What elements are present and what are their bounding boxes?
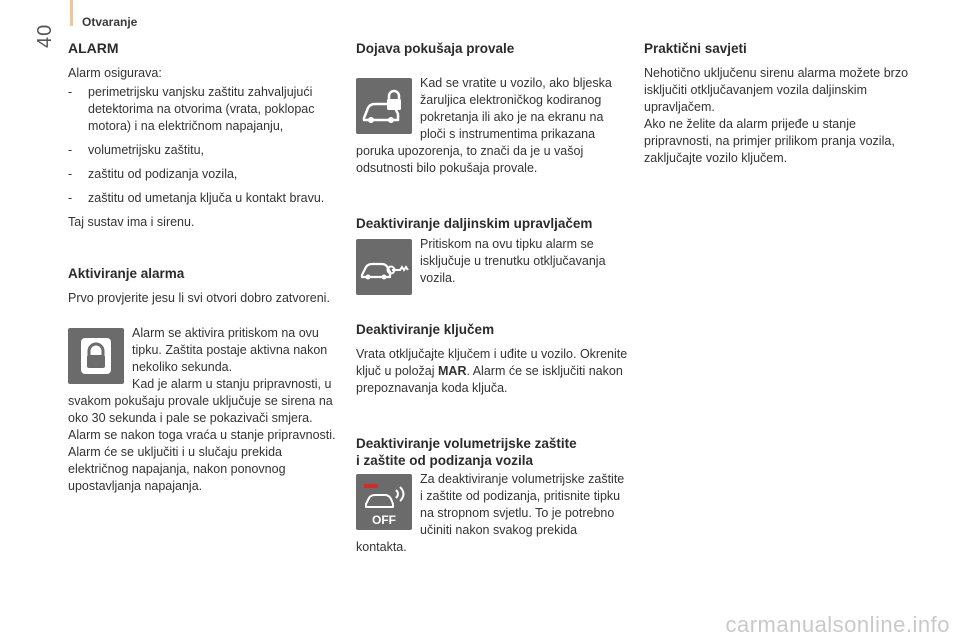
activation-heading: Aktiviranje alarma — [68, 266, 185, 281]
list-item: - zaštitu od podizanja vozila, — [68, 166, 343, 183]
key-heading: Deaktiviranje ključem — [356, 322, 495, 337]
remote-unlock-icon — [356, 239, 412, 295]
key-position-mar: MAR — [438, 364, 467, 378]
activation-text-1: Alarm se aktivira pritiskom na ovu tipku. Zaštita postaje aktivna nakon nekoliko sekunda. — [132, 326, 328, 374]
car-lock-warning-icon — [356, 78, 412, 134]
column-alarm — [68, 40, 343, 495]
alarm-intro: Alarm osigurava: — [68, 66, 162, 80]
intrusion-text: Kad se vratite u vozilo, ako bljeska žaruljica elektroničkog kodiranog pokretanja ili ako je na ekranu na ploči s instrumentima prikazana poruka upozorenja, to znači da je u vašoj odsutnosti bilo pokušaja provale. — [356, 76, 612, 175]
volumetric-heading: Deaktiviranje volumetrijske zaštite i zaštite od podizanja vozila — [356, 436, 577, 468]
header-accent-bar — [70, 0, 73, 26]
alarm-heading: ALARM — [68, 40, 119, 56]
list-item: - volumetrijsku zaštitu, — [68, 142, 343, 159]
activation-check: Prvo provjerite jesu li svi otvori dobro zatvoreni. — [68, 291, 330, 305]
volumetric-text: Za deaktiviranje volumetrijske zaštite i zaštite od podizanja, pritisnite tipku na stropnom svjetlu. To je potrebno učiniti nakon svakog prekida kontakta. — [356, 472, 625, 554]
list-item: - perimetrijsku vanjsku zaštitu zahvaljujući detektorima na otvorima (vrata, poklopac motora) i na električnom napajanju, — [68, 84, 343, 135]
intrusion-heading: Dojava pokušaja provale — [356, 41, 515, 56]
activation-text-4: Alarm će se uključiti i u slučaju prekida električnog napajanja, nakon ponovnog upostavljanja napajanja. — [68, 445, 286, 493]
tips-text-2: Ako ne želite da alarm prijeđe u stanje pripravnosti, na primjer prilikom pranja vozila, zaključajte vozilo ključem. — [644, 117, 895, 165]
page-number: 40 — [34, 23, 56, 48]
volumetric-off-icon — [356, 474, 412, 530]
icon-off-label: OFF — [372, 513, 396, 527]
alarm-siren-note: Taj sustav ima i sirenu. — [68, 215, 195, 229]
tips-heading: Praktični savjeti — [644, 41, 747, 56]
column-tips — [644, 40, 910, 167]
watermark: carmanualsonline.info — [725, 612, 950, 637]
activation-text-3: Alarm se nakon toga vraća u stanje pripravnosti. — [68, 428, 336, 442]
key-text: Vrata otključajte ključem i uđite u vozilo. Okrenite ključ u položaj MAR. Alarm će se isključiti nakon prepoznavanja koda ključa. — [356, 347, 628, 395]
list-item: - zaštitu od umetanja ključa u kontakt bravu. — [68, 190, 343, 207]
remote-text: Pritiskom na ovu tipku alarm se isključuje u trenutku otključavanja vozila. — [420, 237, 606, 285]
activation-text-2: Kad je alarm u stanju pripravnosti, u svakom pokušaju provale uključuje se sirena na oko 30 sekunda i pale se pokazivači smjera. — [68, 377, 333, 425]
lock-button-icon — [68, 328, 124, 384]
alarm-feature-list — [68, 84, 343, 207]
remote-heading: Deaktiviranje daljinskim upravljačem — [356, 216, 593, 231]
column-deactivation — [356, 40, 628, 556]
section-header-title: Otvaranje — [82, 15, 138, 29]
tips-text-1: Nehotično uključenu sirenu alarma možete brzo isključiti otključavanjem vozila daljinskim upravljačem. — [644, 66, 909, 114]
